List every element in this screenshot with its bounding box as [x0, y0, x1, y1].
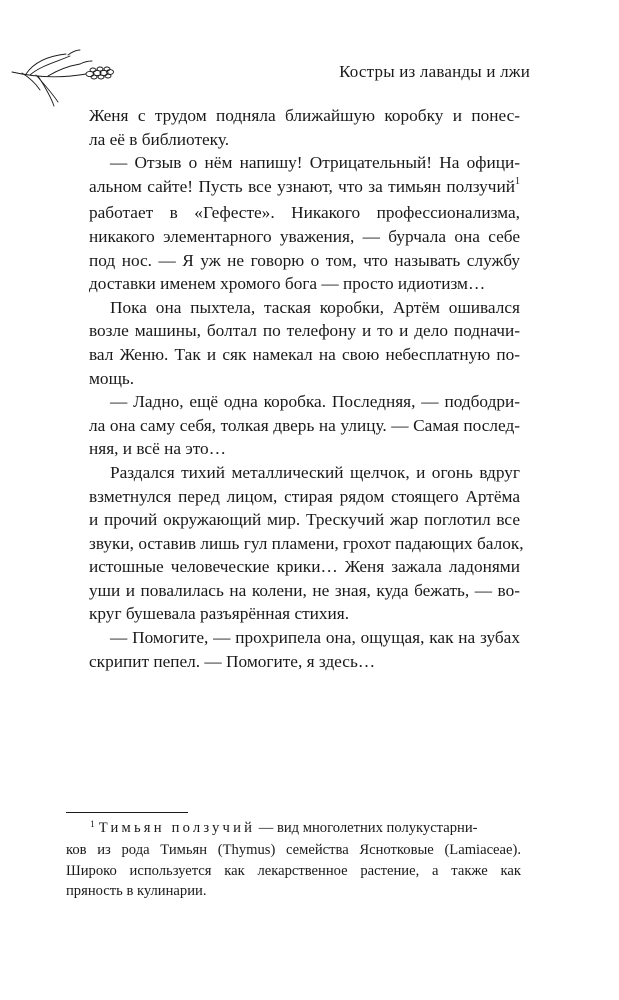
text-line: взметнулся перед лицом, стирая рядом стоящего Артёма — [89, 486, 520, 506]
text-line: Женя с трудом подняла ближайшую коробку и понес- — [89, 106, 520, 125]
footnote-term: Тимьян ползучий — [98, 820, 256, 836]
paragraph — [89, 151, 520, 296]
running-title: Костры из лаванды и лжи — [339, 62, 530, 81]
paragraph — [89, 390, 520, 461]
text-line: круг бушевала разъярённая стихия. — [89, 604, 350, 624]
footnote-divider — [66, 812, 188, 813]
text-line: — Ладно, ещё одна коробка. Последняя, — подбодри- — [110, 392, 520, 412]
text-line: Пока она пыхтела, таская коробки, Артём ошивался — [110, 297, 520, 317]
text-line: мощь. — [89, 368, 135, 388]
text-line: истошные человеческие крики… Женя зажала ладонями — [89, 557, 520, 577]
text-line: и прочий окружающий мир. Трескучий жар поглотил все — [89, 510, 520, 530]
footnote-line: пряность в кулинарии. — [66, 883, 207, 900]
text-line: — Помогите, — прохрипела она, ощущая, как на зубах — [110, 628, 520, 648]
paragraph — [89, 626, 520, 673]
text-line: ла её в библиотеку. — [89, 129, 230, 149]
footnote-ref[interactable]: 1 — [515, 175, 520, 187]
text-line: скрипит пепел. — Помогите, я здесь… — [89, 651, 376, 671]
text-line: Раздался тихий металлический щелчок, и огонь вдруг — [110, 462, 520, 482]
text-line: никакого элементарного уважения, — бурчала она себе — [89, 226, 520, 246]
text-line: няя, и всё на это… — [89, 439, 226, 459]
footnote-mark: 1 — [90, 820, 95, 830]
body-text — [89, 104, 524, 673]
text-line-with-footnote — [89, 175, 520, 202]
text-line: возле машины, болтал по телефону и то и дело подначи- — [89, 321, 520, 341]
footnote-line — [66, 818, 521, 840]
footnote-line: ков из рода Тимьян (Thymus) семейства Яснотковые (Lamiaceae). — [66, 842, 521, 859]
footnote-line: Широко используется как лекарственное растение, а также как — [66, 862, 521, 879]
text-line: ла она саму себя, толкая дверь на улицу. — Самая послед- — [89, 415, 520, 435]
text-line: альном сайте! Пусть все узнают, что за тимьян ползучий — [89, 176, 515, 196]
footnote — [66, 818, 521, 902]
paragraph — [89, 104, 520, 151]
lavender-sprig-icon — [8, 44, 118, 110]
text-line: звуки, оставив лишь гул пламени, грохот падающих балок, — [89, 533, 524, 553]
paragraph — [89, 296, 520, 390]
text-line: уши и повалилась на колени, не зная, куда бежать, — во- — [89, 580, 520, 600]
page-header — [0, 40, 619, 110]
text-line: под нос. — Я уж не говорю о том, что называть службу — [89, 250, 520, 270]
text-line: работает в «Гефесте». Никакого профессионализма, — [89, 203, 520, 223]
text-line: вал Женю. Так и сяк намекал на свою небесплатную по- — [89, 344, 520, 364]
paragraph — [89, 461, 524, 626]
text-line: — Отзыв о нём напишу! Отрицательный! На офици- — [110, 153, 520, 173]
footnote-text: — вид многолетних полукустарни- — [255, 820, 478, 836]
text-line: доставки именем хромого бога — просто идиотизм… — [89, 274, 486, 294]
